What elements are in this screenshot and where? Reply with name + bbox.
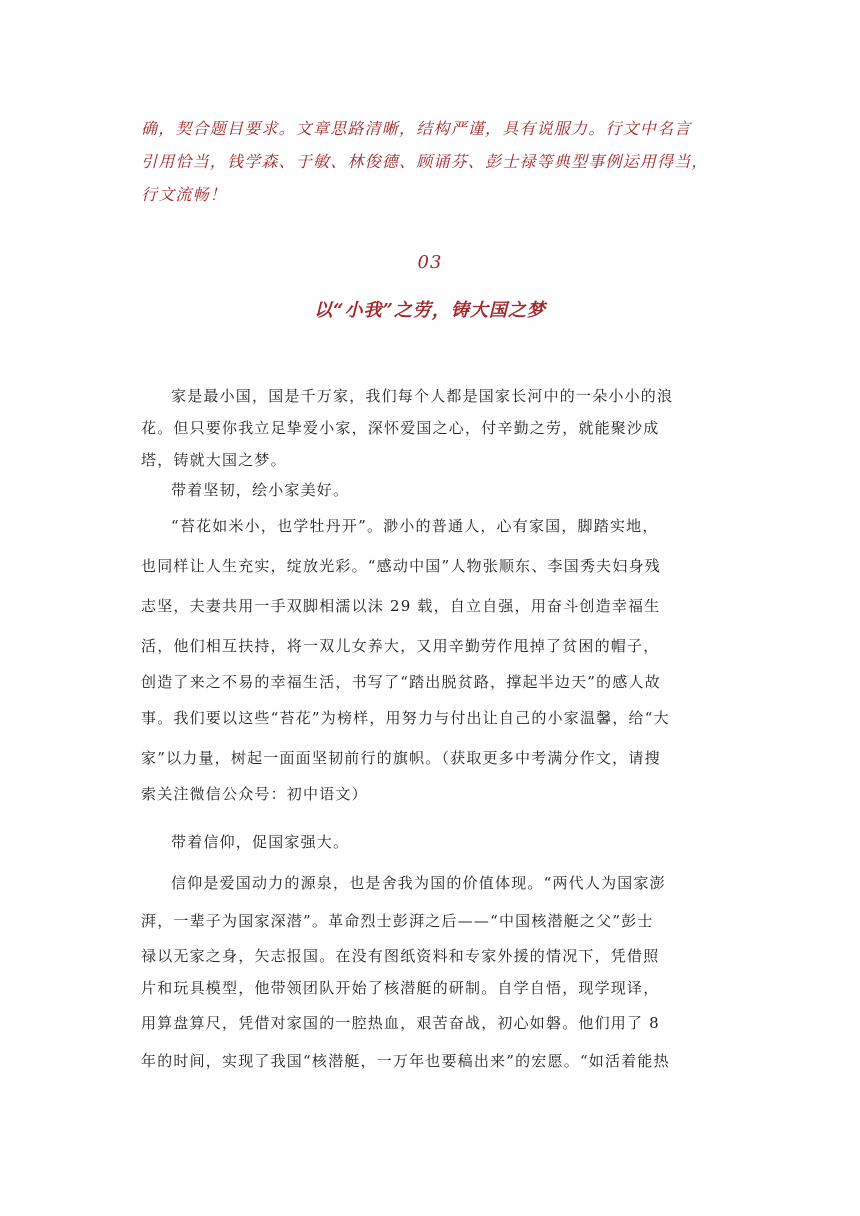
- paragraph-faith: [141, 864, 721, 1080]
- subheading-resilience: 带着坚韧，绘小家美好。: [171, 481, 350, 499]
- comment-line: 引用恰当，钱学森、于敏、林俊德、顾诵芬、彭士禄等典型事例运用得当，: [141, 152, 709, 171]
- text-line: 也同样让人生充实，绽放光彩。“感动中国”人物张顺东、李国秀夫妇身残: [141, 557, 661, 575]
- paragraph-resilience: [141, 506, 721, 810]
- text-line: 创造了来之不易的幸福生活，书写了“踏出脱贫路，撑起半边天”的感人故: [141, 673, 661, 691]
- subheading-faith: 带着信仰，促国家强大。: [171, 833, 350, 851]
- text-line: 年的时间，实现了我国“核潜艇，一万年也要稿出来”的宏愿。“如活着能热: [141, 1052, 670, 1070]
- text-line: 活，他们相互扶持，将一双儿女养大，又用辛勤劳作甩掉了贫困的帽子，: [141, 637, 660, 655]
- paragraph-intro: [141, 380, 721, 476]
- text-line: 禄以无家之身，矢志报国。在没有图纸资料和专家外援的情况下，凭借照: [141, 947, 660, 965]
- text-line: 志坚，夫妻共用一手双脚相濡以沫 29 载，自立自强，用奋斗创造幸福生: [141, 597, 661, 615]
- text-line: 信仰是爱国动力的源泉，也是舍我为国的价值体现。“两代人为国家澎: [171, 874, 666, 892]
- text-line: 索关注微信公众号：初中语文）: [141, 785, 368, 803]
- teacher-comment: [141, 112, 723, 211]
- section-number: 03: [417, 252, 443, 273]
- comment-line: 确，契合题目要求。文章思路清晰，结构严谨，具有说服力。行文中名言: [141, 119, 692, 138]
- text-line: 用算盘算尺，凭借对家国的一腔热血，艰苦奋战，初心如磐。他们用了 8: [141, 1014, 660, 1032]
- text-line: 事。我们要以这些“苔花”为榜样，用努力与付出让自己的小家温馨，给“大: [141, 709, 670, 727]
- text-line: 花。但只要你我立足挚爱小家，深怀爱国之心，付辛勤之劳，就能聚沙成: [141, 419, 660, 437]
- text-line: “苔花如米小，也学牡丹开”。渺小的普通人，心有家国，脚踏实地，: [171, 517, 659, 535]
- essay-title: 以“小我”之劳，铸大国之梦: [314, 300, 546, 321]
- comment-line: 行文流畅！: [141, 185, 228, 204]
- text-line: 塔，铸就大国之梦。: [141, 451, 287, 469]
- text-line: 片和玩具模型，他带领团队开始了核潜艇的研制。自学自悟，现学现译，: [141, 979, 660, 997]
- text-line: 家是最小国，国是千万家，我们每个人都是国家长河中的一朵小小的浪: [171, 387, 674, 405]
- text-line: 家”以力量，树起一面面坚韧前行的旗帜。（获取更多中考满分作文，请搜: [141, 749, 661, 767]
- text-line: 湃，一辈子为国家深潜”。革命烈士彭湃之后——“中国核潜艇之父”彭士: [141, 912, 654, 930]
